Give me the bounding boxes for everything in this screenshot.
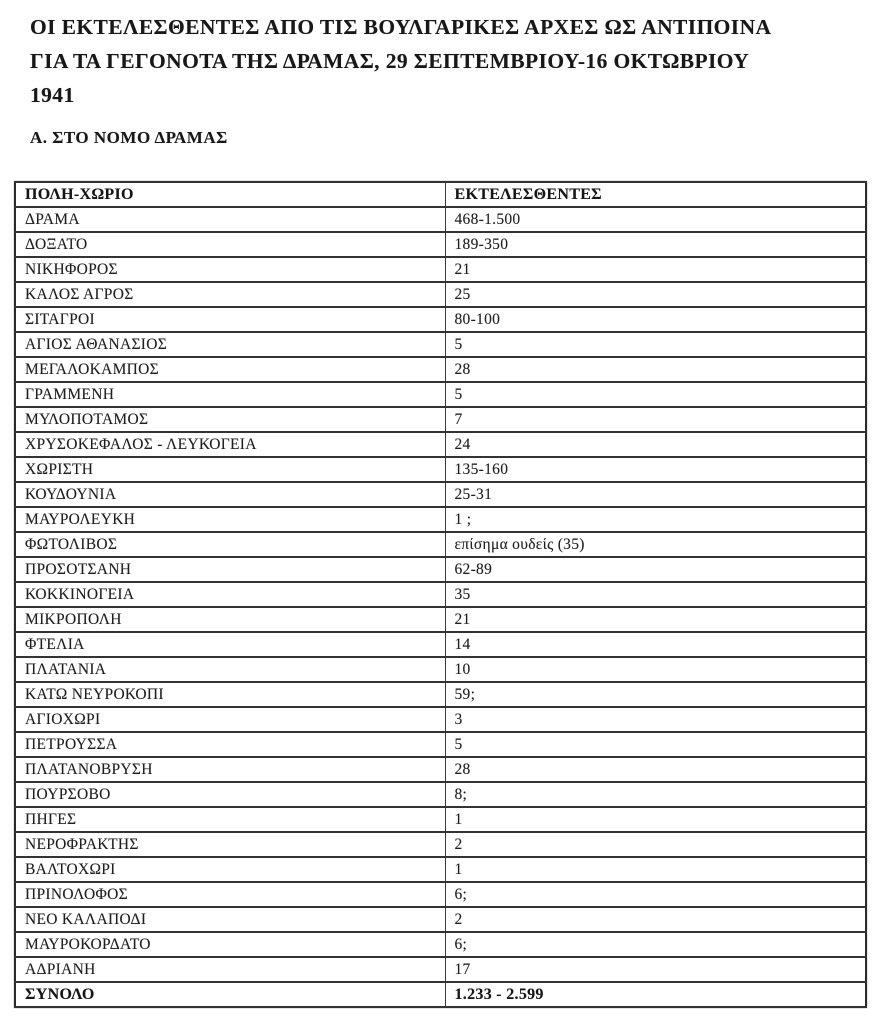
table-row — [15, 232, 866, 257]
table-row — [15, 807, 866, 832]
place-cell: ΚΟΥΔΟΥΝΙΑ — [15, 482, 445, 507]
total-label: ΣΥΝΟΛΟ — [15, 982, 445, 1007]
executed-cell: 135-160 — [445, 457, 866, 482]
place-cell: ΚΟΚΚΙΝΟΓΕΙΑ — [15, 582, 445, 607]
column-header-executed: ΕΚΤΕΛΕΣΘΕΝΤΕΣ — [445, 182, 866, 207]
table-header-row — [15, 182, 866, 207]
table-row — [15, 532, 866, 557]
place-cell: ΠΟΥΡΣΟΒΟ — [15, 782, 445, 807]
executed-cell: 468-1.500 — [445, 207, 866, 232]
executed-cell: 25 — [445, 282, 866, 307]
executed-cell: 2 — [445, 907, 866, 932]
page-title-line-3: 1941 — [30, 83, 75, 107]
executed-cell: 5 — [445, 732, 866, 757]
place-cell: ΠΗΓΕΣ — [15, 807, 445, 832]
executed-cell: 28 — [445, 757, 866, 782]
table-row — [15, 732, 866, 757]
place-cell: ΦΩΤΟΛΙΒΟΣ — [15, 532, 445, 557]
table-row — [15, 832, 866, 857]
place-cell: ΜΑΥΡΟΛΕΥΚΗ — [15, 507, 445, 532]
column-header-place: ΠΟΛΗ-ΧΩΡΙΟ — [15, 182, 445, 207]
executed-cell: 1 ; — [445, 507, 866, 532]
place-cell: ΑΓΙΟΣ ΑΘΑΝΑΣΙΟΣ — [15, 332, 445, 357]
table-row — [15, 682, 866, 707]
place-cell: ΚΑΛΟΣ ΑΓΡΟΣ — [15, 282, 445, 307]
executed-cell: 1 — [445, 857, 866, 882]
table-row — [15, 607, 866, 632]
place-cell: ΝΕΡΟΦΡΑΚΤΗΣ — [15, 832, 445, 857]
table-row — [15, 632, 866, 657]
executed-cell: 17 — [445, 957, 866, 982]
total-row — [15, 982, 866, 1007]
place-cell: ΠΡΟΣΟΤΣΑΝΗ — [15, 557, 445, 582]
executed-cell: 24 — [445, 432, 866, 457]
executed-cell: 2 — [445, 832, 866, 857]
place-cell: ΠΕΤΡΟΥΣΣΑ — [15, 732, 445, 757]
table-row — [15, 307, 866, 332]
table-row — [15, 907, 866, 932]
place-cell: ΜΥΛΟΠΟΤΑΜΟΣ — [15, 407, 445, 432]
table-row — [15, 582, 866, 607]
executed-cell: 189-350 — [445, 232, 866, 257]
place-cell: ΠΛΑΤΑΝΟΒΡΥΣΗ — [15, 757, 445, 782]
executed-cell: 5 — [445, 332, 866, 357]
place-cell: ΣΙΤΑΓΡΟΙ — [15, 307, 445, 332]
executed-cell: 7 — [445, 407, 866, 432]
table-row — [15, 457, 866, 482]
table-row — [15, 357, 866, 382]
place-cell: ΜΙΚΡΟΠΟΛΗ — [15, 607, 445, 632]
executed-cell: 14 — [445, 632, 866, 657]
place-cell: ΝΙΚΗΦΟΡΟΣ — [15, 257, 445, 282]
place-cell: ΒΑΛΤΟΧΩΡΙ — [15, 857, 445, 882]
total-value: 1.233 - 2.599 — [445, 982, 866, 1007]
place-cell: ΚΑΤΩ ΝΕΥΡΟΚΟΠΙ — [15, 682, 445, 707]
place-cell: ΠΡΙΝΟΛΟΦΟΣ — [15, 882, 445, 907]
table-row — [15, 782, 866, 807]
executed-cell: 25-31 — [445, 482, 866, 507]
executed-cell: 80-100 — [445, 307, 866, 332]
table-row — [15, 657, 866, 682]
place-cell: ΑΔΡΙΑΝΗ — [15, 957, 445, 982]
executed-cell: επίσημα ουδείς (35) — [445, 532, 866, 557]
page-title-line-2: ΓΙΑ ΤΑ ΓΕΓΟΝΟΤΑ ΤΗΣ ΔΡΑΜΑΣ, 29 ΣΕΠΤΕΜΒΡΙΟΥ-16 ΟΚΤΩΒΡΙΟΥ — [30, 49, 750, 73]
executed-cell: 1 — [445, 807, 866, 832]
executed-cell: 5 — [445, 382, 866, 407]
table-row — [15, 932, 866, 957]
table-row — [15, 207, 866, 232]
executed-cell: 6; — [445, 932, 866, 957]
table-row — [15, 757, 866, 782]
place-cell: ΓΡΑΜΜΕΝΗ — [15, 382, 445, 407]
table-row — [15, 882, 866, 907]
place-cell: ΦΤΕΛΙΑ — [15, 632, 445, 657]
place-cell: ΧΩΡΙΣΤΗ — [15, 457, 445, 482]
executed-cell: 35 — [445, 582, 866, 607]
place-cell: ΜΑΥΡΟΚΟΡΔΑΤΟ — [15, 932, 445, 957]
table-row — [15, 332, 866, 357]
executions-table — [14, 181, 867, 1008]
executed-cell: 8; — [445, 782, 866, 807]
section-heading: Α. ΣΤΟ ΝΟΜΟ ΔΡΑΜΑΣ — [30, 128, 228, 147]
place-cell: ΔΡΑΜΑ — [15, 207, 445, 232]
table-row — [15, 382, 866, 407]
place-cell: ΠΛΑΤΑΝΙΑ — [15, 657, 445, 682]
place-cell: ΑΓΙΟΧΩΡΙ — [15, 707, 445, 732]
place-cell: ΧΡΥΣΟΚΕΦΑΛΟΣ - ΛΕΥΚΟΓΕΙΑ — [15, 432, 445, 457]
executed-cell: 59; — [445, 682, 866, 707]
table-row — [15, 957, 866, 982]
table-row — [15, 432, 866, 457]
page-title-line-1: ΟΙ ΕΚΤΕΛΕΣΘΕΝΤΕΣ ΑΠΟ ΤΙΣ ΒΟΥΛΓΑΡΙΚΕΣ ΑΡΧΕΣ ΩΣ ΑΝΤΙΠΟΙΝΑ — [30, 15, 772, 39]
executed-cell: 10 — [445, 657, 866, 682]
table-row — [15, 707, 866, 732]
place-cell: ΝΕΟ ΚΑΛΑΠΟΔΙ — [15, 907, 445, 932]
executed-cell: 21 — [445, 607, 866, 632]
table-row — [15, 407, 866, 432]
place-cell: ΔΟΞΑΤΟ — [15, 232, 445, 257]
executed-cell: 28 — [445, 357, 866, 382]
executed-cell: 21 — [445, 257, 866, 282]
table-row — [15, 257, 866, 282]
place-cell: ΜΕΓΑΛΟΚΑΜΠΟΣ — [15, 357, 445, 382]
page-title — [30, 10, 876, 112]
table-row — [15, 557, 866, 582]
table-row — [15, 282, 866, 307]
executed-cell: 3 — [445, 707, 866, 732]
executed-cell: 62-89 — [445, 557, 866, 582]
table-row — [15, 857, 866, 882]
executed-cell: 6; — [445, 882, 866, 907]
table-row — [15, 482, 866, 507]
table-row — [15, 507, 866, 532]
